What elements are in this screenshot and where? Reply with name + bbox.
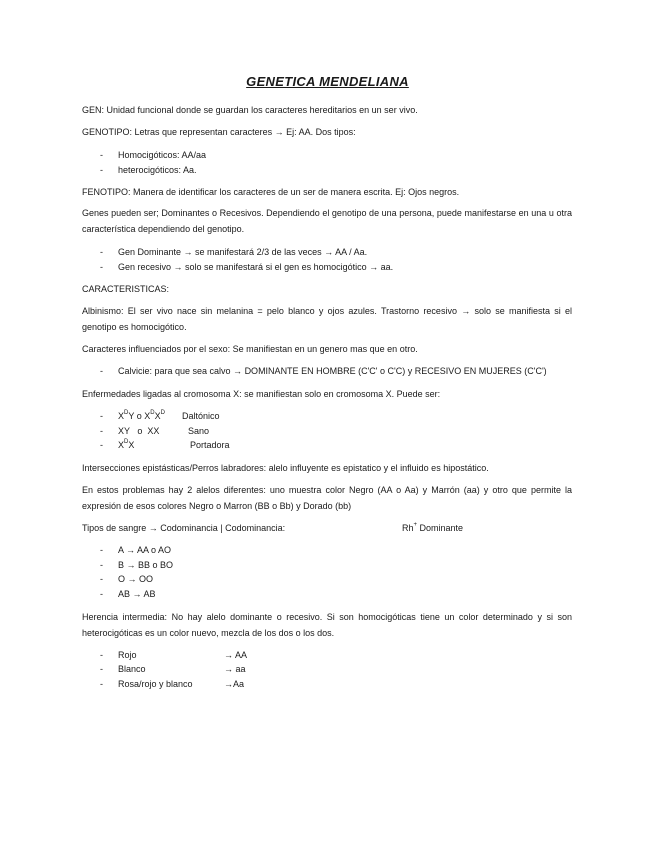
list-item: Rosa/rojo y blanco	[118, 679, 193, 689]
list-item: B → BB o BO	[118, 560, 174, 570]
rh-label: Rh+ Dominante	[402, 522, 464, 533]
albinismo-paragraph: Albinismo: El ser vivo nace sin melanina = pelo blanco y ojos azules. Trastorno recesivo → solo se manifiesta si el genotipo es homocigótico.	[82, 306, 572, 332]
section-heading: CARACTERISTICAS:	[82, 284, 170, 294]
genotype-label: Sano	[188, 426, 210, 436]
list-item: Calvicie: para que sea calvo → DOMINANTE EN HOMBRE (C'C' o C'C) y RECESIVO EN MUJERES (C'C')	[118, 366, 547, 376]
genotype-label: Portadora	[190, 440, 230, 450]
genotype-code: $X^DX$	[118, 439, 135, 450]
herencia-paragraph: Herencia intermedia: No hay alelo dominante o recesivo. Si son homocigóticas tiene un color determinado y si son heterocigóticas es un color nuevo, mezcla de los dos o los dos.	[82, 612, 572, 638]
intersecciones-paragraph: Intersecciones epistásticas/Perros labradores: alelo influyente es epistatico y el influido es hipostático.	[82, 463, 489, 473]
list-item: Gen Dominante → se manifestará 2/3 de las veces → AA / Aa.	[118, 247, 368, 257]
fenotipo-definition: FENOTIPO: Manera de identificar los caracteres de un ser de manera escrita. Ej: Ojos negros.	[82, 187, 460, 197]
bullet: -	[100, 165, 103, 175]
list-item: Blanco	[118, 664, 146, 674]
enfermedades-paragraph: Enfermedades ligadas al cromosoma X: se manifiestan solo en cromosoma X. Puede ser:	[82, 389, 441, 399]
list-item: Homocigóticos: AA/aa	[118, 150, 207, 160]
genes-paragraph: Genes pueden ser; Dominantes o Recesivos. Dependiendo el genotipo de una persona, puede manifestarse en una u otra característica dependiendo del genotipo.	[82, 208, 572, 234]
list-item-value: →Aa	[224, 679, 245, 689]
bullet: -	[100, 679, 103, 689]
list-item-value: → aa	[224, 664, 246, 674]
list-item: O → OO	[118, 574, 154, 584]
sangre-line: Tipos de sangre → Codominancia | Codominancia:	[82, 523, 286, 533]
bullet: -	[100, 426, 103, 436]
bullet: -	[100, 440, 103, 450]
bullet: -	[100, 247, 103, 257]
bullet: -	[100, 574, 103, 584]
list-item: Gen recesivo → solo se manifestará si el gen es homocigótico → aa.	[118, 262, 394, 272]
bullet: -	[100, 411, 103, 421]
bullet: -	[100, 262, 103, 272]
bullet: -	[100, 589, 103, 599]
genotipo-definition: GENOTIPO: Letras que representan caracteres → Ej: AA. Dos tipos:	[82, 127, 356, 137]
genotype-label: Daltónico	[182, 411, 220, 421]
bullet: -	[100, 664, 103, 674]
genotype-code: XY o XX	[118, 426, 160, 436]
list-item: A → AA o AO	[118, 545, 172, 555]
problemas-paragraph: En estos problemas hay 2 alelos diferentes: uno muestra color Negro (AA o Aa) y Marrón (aa) y otro que permite la expresión de esos colores Negro o Marron (BB o Bb) y Dorado (bb)	[82, 485, 572, 511]
bullet: -	[100, 545, 103, 555]
page-title: GENETICA MENDELIANA	[246, 74, 409, 89]
bullet: -	[100, 366, 103, 376]
gen-definition: GEN: Unidad funcional donde se guardan los caracteres hereditarios en un ser vivo.	[82, 105, 418, 115]
list-item: heterocigóticos: Aa.	[118, 165, 197, 175]
list-item: AB → AB	[118, 589, 156, 599]
genotype-code: $X^DY$ o $X^DX^D$	[118, 410, 165, 421]
bullet: -	[100, 650, 103, 660]
bullet: -	[100, 560, 103, 570]
sexo-paragraph: Caracteres influenciados por el sexo: Se manifiestan en un genero mas que en otro.	[82, 344, 418, 354]
list-item-value: → AA	[224, 650, 248, 660]
list-item: Rojo	[118, 650, 137, 660]
bullet: -	[100, 150, 103, 160]
